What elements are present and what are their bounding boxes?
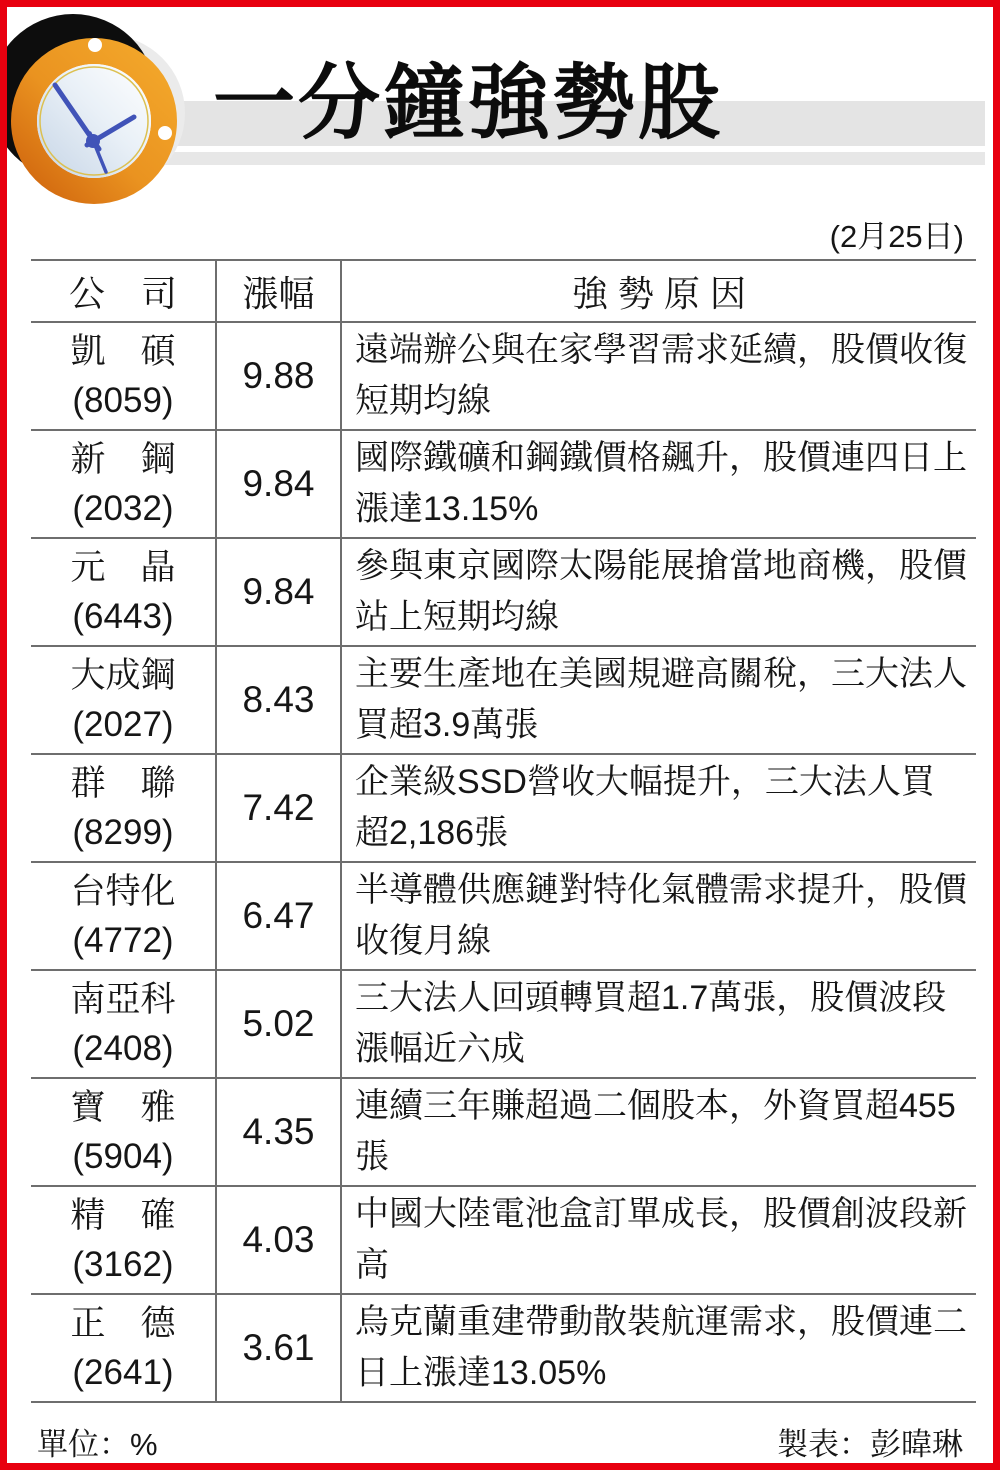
company-name: 群 聯 [70, 764, 176, 803]
reason-text: 遠端辦公與在家學習需求延續，股價收復短期均線 [355, 331, 967, 420]
gain-value: 4.35 [216, 1078, 341, 1186]
table-row [31, 646, 976, 754]
table-row [31, 322, 976, 430]
reason-text: 半導體供應鏈對特化氣體需求提升，股價收復月線 [355, 871, 967, 960]
gain-value: 4.03 [216, 1186, 341, 1294]
reason-text: 烏克蘭重建帶動散裝航運需求，股價連二日上漲達13.05% [355, 1303, 967, 1392]
header-reason: 強 勢 原 因 [571, 272, 746, 314]
gain-value: 8.43 [216, 646, 341, 754]
company-code: (2408) [72, 1029, 174, 1068]
company-name: 台特化 [70, 872, 176, 911]
table-row [31, 430, 976, 538]
page-title: 一分鐘強勢股 [213, 58, 724, 149]
reason-text: 參與東京國際太陽能展搶當地商機，股價站上短期均線 [355, 547, 967, 636]
company-name: 凱 碩 [70, 332, 176, 371]
table-row [31, 754, 976, 862]
reason-text: 主要生產地在美國規避高關稅，三大法人買超3.9萬張 [355, 655, 967, 744]
table-row [31, 970, 976, 1078]
table-header-row [31, 260, 976, 322]
company-code: (4772) [72, 921, 174, 960]
reason-text: 三大法人回頭轉買超1.7萬張，股價波段漲幅近六成 [355, 979, 947, 1068]
company-code: (8059) [72, 381, 174, 420]
header-company: 公 司 [31, 260, 216, 322]
table-row [31, 1186, 976, 1294]
company-code: (8299) [72, 813, 174, 852]
company-code: (2641) [72, 1353, 174, 1392]
company-code: (2027) [72, 705, 174, 744]
company-name: 新 鋼 [70, 440, 176, 479]
date-label: (2月25日) [829, 219, 964, 254]
gain-value: 5.02 [216, 970, 341, 1078]
reason-text: 企業級SSD營收大幅提升，三大法人買超2,186張 [355, 763, 935, 852]
gain-value: 6.47 [216, 862, 341, 970]
unit-note: 單位：% [37, 1427, 158, 1462]
gain-value: 9.84 [216, 538, 341, 646]
table-row [31, 538, 976, 646]
clock-screw-right [158, 126, 172, 140]
table-row [31, 1078, 976, 1186]
strong-stocks-table [31, 259, 976, 1403]
clock-icon [7, 11, 199, 211]
gain-value: 3.61 [216, 1294, 341, 1402]
title-banner-underbar [165, 152, 985, 165]
company-name: 寶 雅 [70, 1088, 176, 1127]
gain-value: 7.42 [216, 754, 341, 862]
company-name: 精 確 [70, 1196, 176, 1235]
reason-text: 國際鐵礦和鋼鐵價格飆升，股價連四日上漲達13.15% [355, 439, 967, 528]
table-row [31, 862, 976, 970]
company-name: 南亞科 [70, 980, 176, 1019]
gain-value: 9.88 [216, 322, 341, 430]
gain-value: 9.84 [216, 430, 341, 538]
company-code: (5904) [72, 1137, 174, 1176]
company-name: 元 晶 [70, 548, 176, 587]
header-gain: 漲幅 [216, 260, 341, 322]
reason-text: 連續三年賺超過二個股本，外資買超455張 [355, 1087, 956, 1176]
company-name: 正 德 [70, 1304, 176, 1343]
table-footer [37, 1419, 963, 1464]
clock-screw-top [88, 38, 102, 52]
credit-note: 製表：彭暐琳 [777, 1427, 963, 1462]
company-code: (2032) [72, 489, 174, 528]
company-code: (6443) [72, 597, 174, 636]
table-row [31, 1294, 976, 1402]
company-name: 大成鋼 [70, 656, 176, 695]
reason-text: 中國大陸電池盒訂單成長，股價創波段新高 [355, 1195, 967, 1284]
clock-face [37, 64, 151, 178]
clock-center-dot [86, 134, 100, 148]
company-code: (3162) [72, 1245, 174, 1284]
